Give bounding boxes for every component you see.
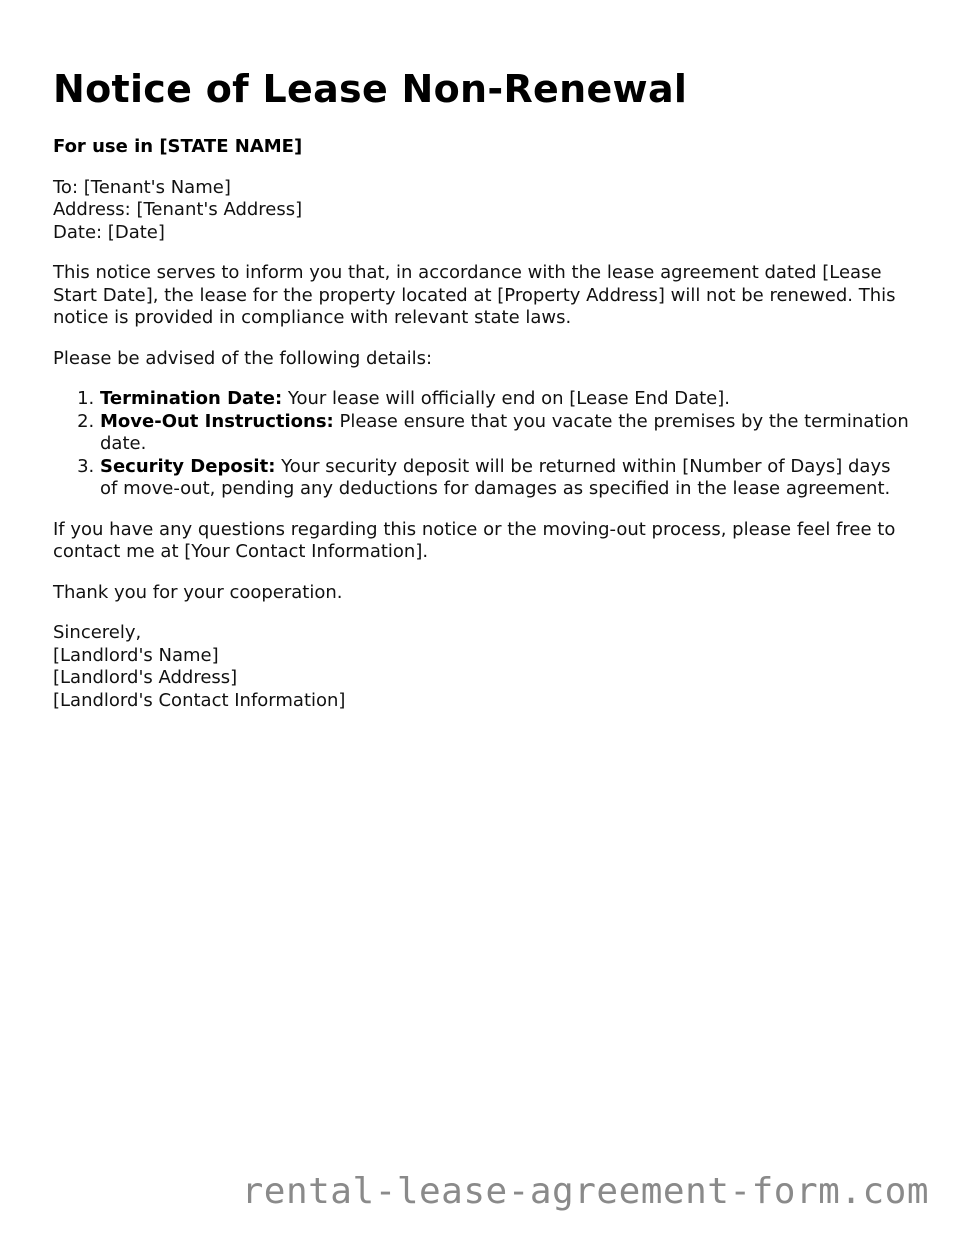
signature-block bbox=[53, 622, 913, 712]
notice-date-line: Date: [Date] bbox=[53, 221, 165, 243]
list-item-text: Your security deposit will be returned within [Number of Days] days of move-out, pending any deductions for damages as specified in the lease agreement. bbox=[100, 455, 891, 499]
list-item-term: Move-Out Instructions: bbox=[100, 410, 334, 432]
intro-paragraph: This notice serves to inform you that, in accordance with the lease agreement dated [Lease Start Date], the lease for the property located at [Property Address] will not be renewed. This notice is provided in compliance with relevant state laws. bbox=[53, 262, 896, 328]
recipient-name-line: To: [Tenant's Name] bbox=[53, 176, 231, 198]
document-title: Notice of Lease Non-Renewal bbox=[53, 67, 688, 111]
site-watermark: rental-lease-agreement-form.com bbox=[241, 1171, 929, 1212]
document-body bbox=[53, 66, 913, 730]
thanks-line: Thank you for your cooperation. bbox=[53, 581, 343, 603]
state-line: For use in [STATE NAME] bbox=[53, 136, 303, 157]
details-lead: Please be advised of the following details: bbox=[53, 347, 433, 369]
details-list bbox=[53, 388, 913, 501]
list-item-term: Security Deposit: bbox=[100, 455, 276, 477]
landlord-name-line: [Landlord's Name] bbox=[53, 644, 219, 666]
list-item bbox=[100, 388, 913, 411]
landlord-contact-line: [Landlord's Contact Information] bbox=[53, 689, 346, 711]
list-item bbox=[100, 411, 913, 456]
landlord-address-line: [Landlord's Address] bbox=[53, 667, 238, 688]
closing-line: Sincerely, bbox=[53, 622, 142, 643]
recipient-block bbox=[53, 177, 913, 245]
contact-paragraph: If you have any questions regarding this notice or the moving-out process, please feel free to contact me at [Your Contact Information]. bbox=[53, 518, 896, 562]
recipient-address-line: Address: [Tenant's Address] bbox=[53, 199, 303, 220]
list-item bbox=[100, 456, 913, 501]
list-item-text: Your lease will officially end on [Lease End Date]. bbox=[282, 388, 730, 409]
list-item-term: Termination Date: bbox=[100, 388, 283, 409]
list-item-text: Please ensure that you vacate the premises by the termination date. bbox=[100, 410, 909, 454]
